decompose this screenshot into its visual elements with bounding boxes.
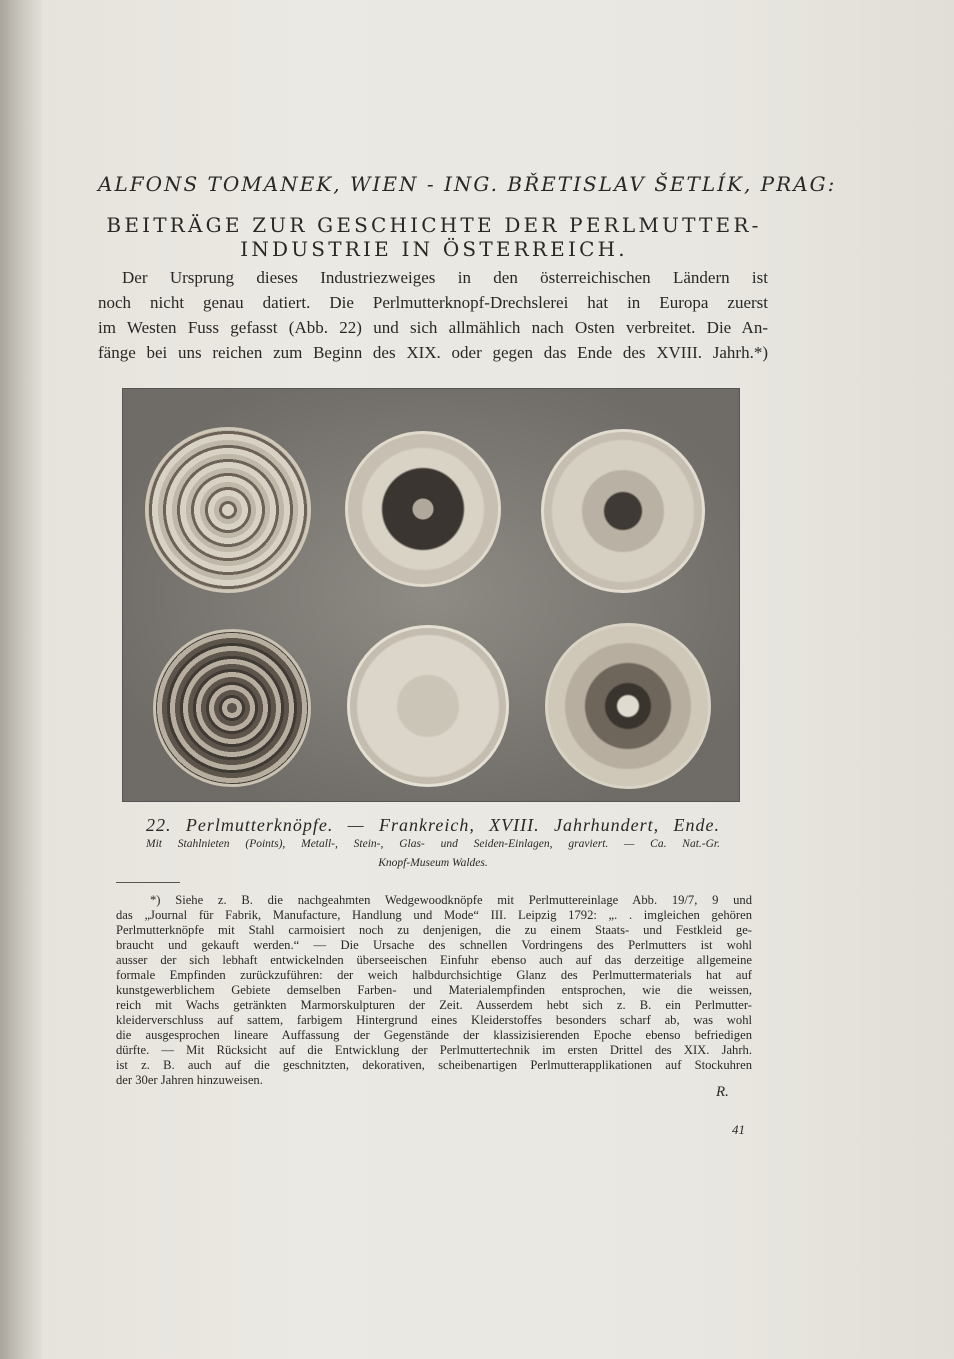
body-line: im Westen Fuss gefasst (Abb. 22) und sich allmählich nach Osten verbreitet. Die An- — [98, 318, 768, 337]
button-image-3 — [541, 429, 705, 593]
footnote-line: ausser der sich lebhaft entwickelnden überseeischen Einfuhr ebenso auch auf das derzeitige allgemeine — [116, 953, 752, 967]
page-number: 41 — [732, 1122, 745, 1137]
button-image-2 — [345, 431, 501, 587]
footnote-signature: R. — [716, 1084, 729, 1100]
footnote-line: *) Siehe z. B. die nachgeahmten Wedgewoodknöpfe mit Perlmuttereinlage Abb. 19/7, 9 und — [150, 893, 752, 907]
article-title-line-2: INDUSTRIE IN ÖSTERREICH. — [240, 237, 628, 261]
footnote-line: das „Journal für Fabrik, Manufacture, Handlung und Mode“ III. Leipzig 1792: „. . imgleichen gehören — [116, 908, 752, 922]
figure-buttons-photo — [122, 388, 740, 802]
footnote-separator — [116, 882, 180, 883]
footnote-line: formale Empfinden zurückzuführen: der weich halbdurchsichtige Glanz des Perlmuttermaterials hat auf — [116, 968, 752, 982]
button-image-4 — [153, 629, 311, 787]
footnote-line: reich mit Wachs getränkten Marmorskulpturen der Zeit. Ausserdem hebt sich z. B. ein Perlmutter- — [116, 998, 752, 1012]
button-image-5 — [347, 625, 509, 787]
footnote-line: der 30er Jahren hinzuweisen. — [116, 1073, 263, 1087]
body-line: noch nicht genau datiert. Die Perlmutterknopf-Drechslerei hat in Europa zuerst — [98, 293, 768, 312]
button-image-6 — [545, 623, 711, 789]
footnote-line: die ausgesprochen lineare Auffassung der Gegenstände der klassizisierenden Epoche ebenso befriedigen — [116, 1028, 752, 1042]
footnote-line: Perlmutterknöpfe mit Stahl carmoisiert noch zu denjenigen, die zu einem Staats- und Festkleid ge- — [116, 923, 752, 937]
body-line: Der Ursprung dieses Industriezweiges in den österreichischen Ländern ist — [122, 268, 768, 287]
footnote-line: dürfte. — Mit Rücksicht auf die Entwicklung der Perlmuttertechnik im ersten Drittel des XIX. Jahrh. — [116, 1043, 752, 1057]
figure-caption-title: 22. Perlmutterknöpfe. — Frankreich, XVIII. Jahrhundert, Ende. — [146, 815, 720, 835]
footnote-line: kunstgewerblichem Gebiete demselben Farben- und Materialempfinden entsprochen, wie die weissen, — [116, 983, 752, 997]
button-image-1 — [145, 427, 311, 593]
figure-caption-source: Knopf-Museum Waldes. — [378, 857, 488, 869]
body-line: fänge bei uns reichen zum Beginn des XIX. oder gegen das Ende des XVIII. Jahrh.*) — [98, 343, 768, 362]
footnote-line: ist z. B. auch auf die geschnitzten, dekorativen, scheibenartigen Perlmutterapplikationen auf Stockuhren — [116, 1058, 752, 1072]
article-title-line-1: BEITRÄGE ZUR GESCHICHTE DER PERLMUTTER- — [106, 213, 762, 237]
figure-caption-detail: Mit Stahlnieten (Points), Metall-, Stein-, Glas- und Seiden-Einlagen, graviert. — Ca. Nat.-Gr. — [146, 838, 720, 850]
book-binding-shadow — [0, 0, 42, 1359]
author-line: ALFONS TOMANEK, WIEN - ING. BŘETISLAV ŠETLÍK, PRAG: — [98, 172, 837, 196]
footnote-line: braucht und gekauft werden.“ — Die Ursache des schnellen Vordringens des Perlmutters ist wohl — [116, 938, 752, 952]
footnote-line: kleiderverschluss auf sattem, farbigem Hintergrund eines Kleiderstoffes besonders scharf ab, was wohl — [116, 1013, 752, 1027]
